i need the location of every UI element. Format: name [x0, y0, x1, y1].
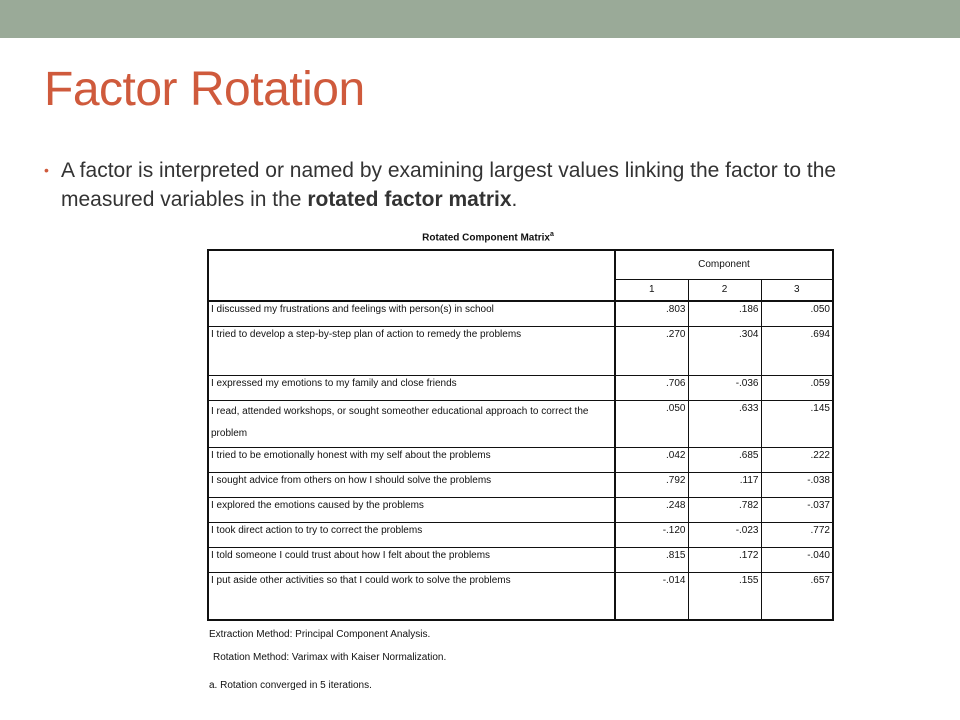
loading-c1: .803	[615, 301, 688, 326]
table-corner-cell	[208, 250, 615, 301]
table-row	[208, 497, 833, 522]
component-number-1: 1	[615, 279, 688, 301]
loading-c3: .694	[761, 326, 833, 375]
loading-c2: .117	[688, 472, 761, 497]
loading-c3: -.038	[761, 472, 833, 497]
row-label: I tried to develop a step-by-step plan of action to remedy the problems	[208, 326, 615, 375]
loading-c3: .145	[761, 400, 833, 447]
loading-c2: -.023	[688, 522, 761, 547]
table-row	[208, 400, 833, 447]
loading-c3: -.040	[761, 547, 833, 572]
bullet-text-bold: rotated factor matrix	[307, 188, 512, 211]
loading-c1: .050	[615, 400, 688, 447]
row-label: I read, attended workshops, or sought someother educational approach to correct the problem	[208, 400, 615, 447]
loading-c1: .248	[615, 497, 688, 522]
row-label: I explored the emotions caused by the problems	[208, 497, 615, 522]
component-number-3: 3	[761, 279, 833, 301]
loading-c3: .657	[761, 572, 833, 620]
loading-c1: .792	[615, 472, 688, 497]
table-row	[208, 301, 833, 326]
loading-c2: .186	[688, 301, 761, 326]
loading-c2: .685	[688, 447, 761, 472]
row-label: I told someone I could trust about how I felt about the problems	[208, 547, 615, 572]
table-row	[208, 522, 833, 547]
table-row	[208, 547, 833, 572]
loading-c2: .155	[688, 572, 761, 620]
bullet-text-suffix: .	[511, 188, 518, 211]
row-label: I put aside other activities so that I could work to solve the problems	[208, 572, 615, 620]
table-caption-text: Rotated Component Matrix	[422, 232, 550, 244]
loading-c3: .772	[761, 522, 833, 547]
footnote-converged: a. Rotation converged in 5 iterations.	[209, 680, 372, 691]
footnote-extraction: Extraction Method: Principal Component Analysis.	[209, 629, 431, 640]
bullet-point	[44, 156, 924, 214]
table-row	[208, 375, 833, 400]
table-row	[208, 472, 833, 497]
loading-c3: .050	[761, 301, 833, 326]
table-row	[208, 447, 833, 472]
row-label: I sought advice from others on how I should solve the problems	[208, 472, 615, 497]
loading-c3: .222	[761, 447, 833, 472]
component-header: Component	[615, 250, 833, 279]
row-label: I discussed my frustrations and feelings with person(s) in school	[208, 301, 615, 326]
loading-c2: .782	[688, 497, 761, 522]
slide-title: Factor Rotation	[44, 63, 365, 116]
table-row	[208, 326, 833, 375]
row-label: I expressed my emotions to my family and close friends	[208, 375, 615, 400]
loading-c1: -.014	[615, 572, 688, 620]
row-label: I tried to be emotionally honest with my self about the problems	[208, 447, 615, 472]
table-caption	[400, 231, 576, 243]
row-label: I took direct action to try to correct the problems	[208, 522, 615, 547]
loading-c1: .270	[615, 326, 688, 375]
loading-c1: .042	[615, 447, 688, 472]
loading-c2: .633	[688, 400, 761, 447]
footnote-rotation: Rotation Method: Varimax with Kaiser Normalization.	[213, 652, 447, 663]
loading-c3: .059	[761, 375, 833, 400]
top-accent-band	[0, 0, 960, 38]
rotated-component-matrix	[207, 249, 834, 621]
loading-c1: .706	[615, 375, 688, 400]
table-caption-marker: a	[549, 231, 554, 238]
loading-c1: .815	[615, 547, 688, 572]
bullet-text	[61, 156, 924, 214]
bullet-dot-icon: •	[44, 162, 49, 178]
loading-c1: -.120	[615, 522, 688, 547]
loading-c3: -.037	[761, 497, 833, 522]
component-number-2: 2	[688, 279, 761, 301]
loading-c2: .304	[688, 326, 761, 375]
loading-c2: -.036	[688, 375, 761, 400]
loading-c2: .172	[688, 547, 761, 572]
table-row	[208, 572, 833, 620]
bullet-text-prefix: A factor is interpreted or named by examining largest values linking the factor to the measured variables in the	[61, 159, 837, 211]
